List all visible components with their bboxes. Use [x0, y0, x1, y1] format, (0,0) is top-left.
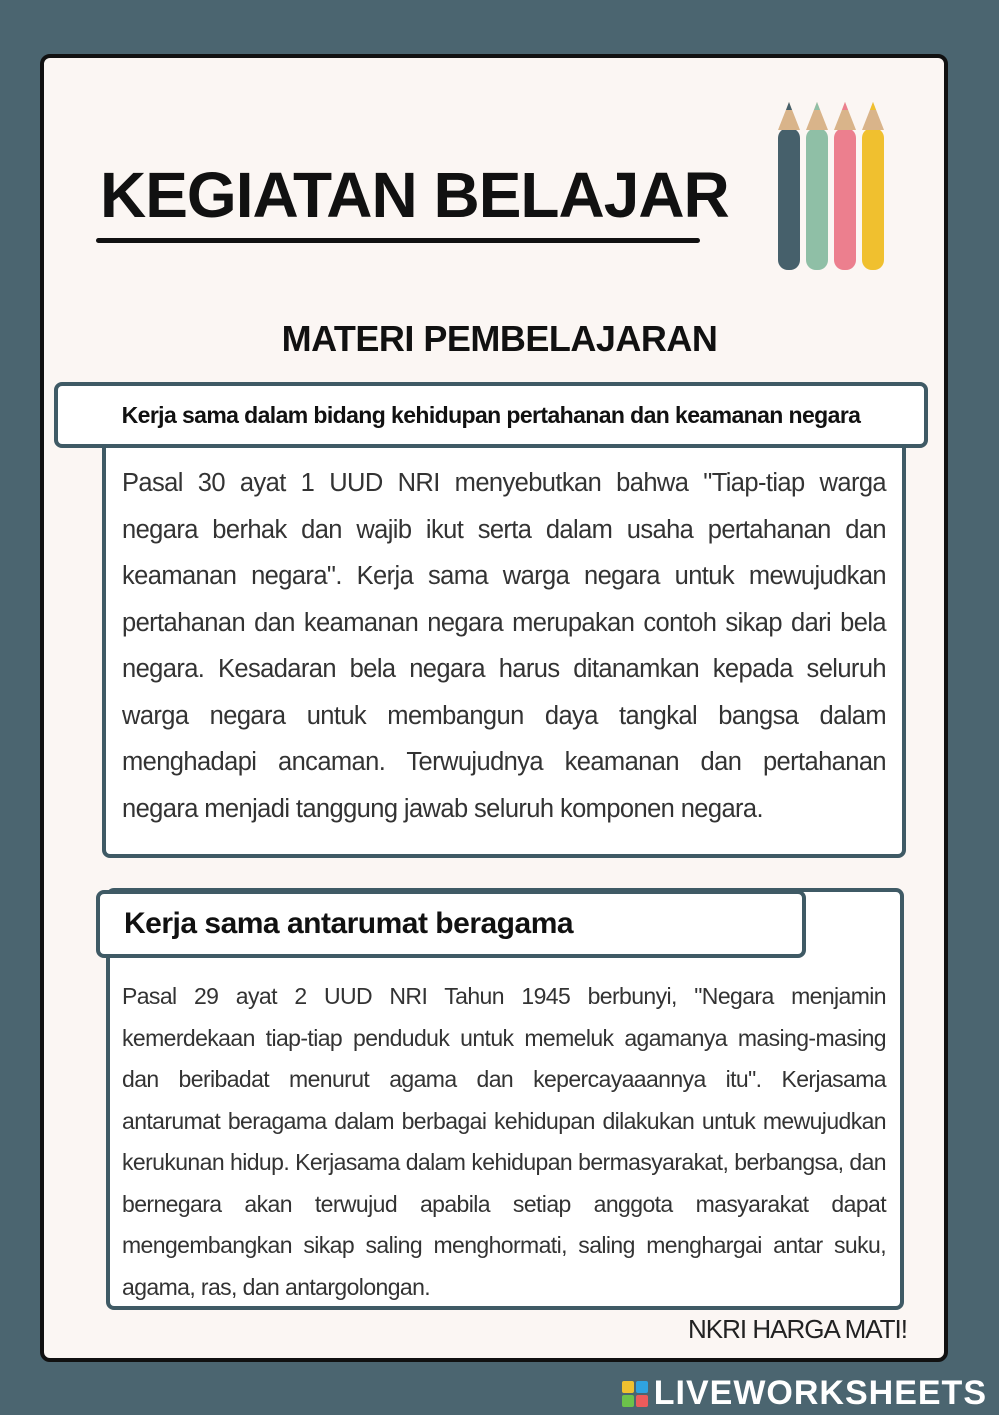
liveworksheets-brand [622, 1374, 987, 1413]
title-underline [96, 238, 700, 243]
section-1-heading-box [54, 382, 928, 448]
section-2-heading: Kerja sama antarumat beragama [124, 907, 574, 940]
footer-note: NKRI HARGA MATI! [688, 1314, 907, 1344]
section-2-body: Pasal 29 ayat 2 UUD NRI Tahun 1945 berbunyi, "Negara menjamin kemerdekaan tiap-tiap penduduk untuk memeluk agamanya masing-masing dan beribadat menurut agama dan kepercayaaannya itu". Kerjasama antarumat beragama dalam berbagai kehidupan dilakukan untuk mewujudkan kerukunan hidup. Kerjasama dalam kehidupan bermasyarakat, berbangsa, dan bernegara akan terwujud apabila setiap anggota masyarakat dapat mengembangkan sikap saling menghormati, saling menghargai antar suku, agama, ras, dan antargolongan. [122, 983, 886, 1300]
page-title: KEGIATAN BELAJAR [100, 159, 729, 231]
section-1-body: Pasal 30 ayat 1 UUD NRI menyebutkan bahwa "Tiap-tiap warga negara berhak dan wajib ikut serta dalam usaha pertahanan dan keamanan negara". Kerja sama warga negara untuk mewujudkan pertahanan dan keamanan negara merupakan contoh sikap dari bela negara. Kesadaran bela negara harus ditanamkan kepada seluruh warga negara untuk membangun daya tangkal bangsa dalam menghadapi ancaman. Terwujudnya keamanan dan pertahanan negara menjadi tanggung jawab seluruh komponen negara. [122, 469, 886, 823]
brand-text: LIVEWORKSHEETS [653, 1374, 987, 1412]
liveworksheets-logo-icon [622, 1381, 648, 1407]
section-1-heading: Kerja sama dalam bidang kehidupan pertahanan dan keamanan negara [121, 401, 861, 428]
section-2-heading-box [96, 890, 806, 958]
pencils-icon [774, 98, 890, 274]
section-heading: MATERI PEMBELAJARAN [281, 318, 718, 359]
